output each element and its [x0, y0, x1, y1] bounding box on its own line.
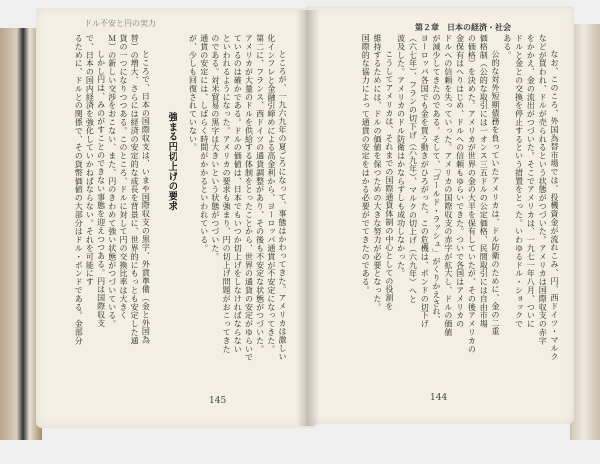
book-edge-right — [570, 24, 600, 440]
text-line: が、少しも回復されていない。 — [188, 34, 198, 152]
text-line: Ｍ）の新しい交渉をおこない、また、円のきわめて強い状態がつづいている。 — [107, 34, 117, 328]
text-line: 価格制（公的な取引には一オンス三五ドルの公定価格、民間取引には自由市場 — [479, 34, 489, 328]
text-line: ある。 — [502, 34, 512, 60]
text-line: が減少してきたのである。そして、「ゴールド・ラッシュ」がくりかえされ、 — [432, 34, 442, 324]
text-line: しかし円は、みのがすことのできない事態を迎えつつある。円は国際収支 — [96, 50, 106, 328]
right-page-text — [328, 34, 560, 372]
text-line: のである。対米貿易の黒字は大きいという状態がつづいた。 — [210, 34, 220, 261]
text-line: 通貨の安定には、しばらく時間がかかるといわれている。 — [199, 34, 209, 253]
blank-line — [177, 34, 187, 386]
text-line: こうしてアメリカは、それまでの国際通貨体制の中心としての役割を — [384, 50, 394, 311]
right-page-number: 144 — [430, 393, 448, 403]
text-line: といわれるようになった。アメリカの要求も強まり、円の切上げ問題がおこってきた — [222, 34, 232, 354]
text-line: なお、このころ、外国為替市場では、投機資金が流れこみ、円、西ドイツ・マルク — [550, 50, 559, 361]
text-line: などが買われ、ドルが売られるという状態がつづいた。アメリカは国際収支の赤字 — [538, 34, 548, 345]
text-line: 公的な対外短期債務を負っていたアメリカは、ドル防衛のために、金の二重 — [491, 50, 501, 336]
text-line: 波及した。アメリカのドル防衛はかならずしも成功しなかった。 — [396, 34, 406, 278]
text-line: ドルと金との交換を停止するという措置をとった。いわゆるドル・ショックで — [514, 34, 524, 328]
text-line: ているのは確かである。ドルの価値は、日本でもいつか切上げをしなければならない — [233, 34, 243, 354]
text-line: の価格）を決めた。アメリカが世界の金の大半を保有していたが、その後アメリカの — [467, 34, 477, 354]
text-line: ところで、日本の国際収支は、いまや国際収支の黒字、外貨準備（金と外国為 — [141, 50, 151, 344]
section-heading: 強まる円切上げの要求 — [166, 112, 178, 211]
text-line: アメリカが大量のドルを供給する体制をとったことから、世界の通貨の安定がゆらいで — [244, 34, 254, 362]
text-line: をかかえ、金の流出がつづいた。そこでアメリカは、一九七一年八月、ついに — [526, 34, 536, 328]
left-page-number: 145 — [209, 396, 227, 406]
left-running-head: ドル不安と円の実力 — [84, 19, 156, 28]
text-line: 替）の増大、さらには経済の安定的な成長を背景に、世界的にもっとも安定した通 — [130, 34, 140, 345]
text-line: （六七年）、フランの切下げ（六九年）、マルクの切上げ（六九年）へと — [408, 34, 418, 304]
text-line: 貨の一つになりつつある。このところ、ドルに対して円の交換比率は大きく — [118, 34, 128, 320]
text-line: 第二に、フランス、西ドイツの通貨調整があり、その後も不安定な状態がつづいた。 — [255, 34, 265, 354]
text-line: ドルへの信頼を失っていった。アメリカの国際収支の赤字が拡大し、ドルの価値 — [443, 34, 453, 337]
text-line: で、日本の国内経済を強化していかねばならない。それを可能にす — [85, 34, 95, 286]
blank-line — [151, 34, 161, 386]
right-running-head: 第２章 日本の経済・社会 — [415, 22, 511, 32]
text-line: るために、ドルとの関係で、その貨幣価値の大部分はドル・ポンドである。金部分 — [74, 34, 84, 345]
text-line: 化インフレと金融引締めによる高金利から、ヨーロッパ通貨が不安定になってきた。 — [266, 34, 276, 354]
left-page-text — [62, 34, 288, 386]
text-line: ヨーロッパ各国でも金を買う動きがひろがった。この危機は、ポンドの切下げ — [420, 34, 430, 328]
text-line: 国際的な協力によって通貨の安定をはかる必要がでてきたのである。 — [361, 34, 371, 295]
text-line: ところが、一九六九年の夏ごろになって、事態はかわってきた。アメリカは激しい — [278, 50, 287, 361]
text-line: 維持するためには、ドルの価値を保つための大きな努力が必要となった。 — [373, 34, 383, 312]
text-line: 金保有はへりはじめ、ドルへの信頼もゆらいできた。ついで各国はアメリカの — [455, 34, 465, 328]
book-gutter — [296, 10, 320, 426]
